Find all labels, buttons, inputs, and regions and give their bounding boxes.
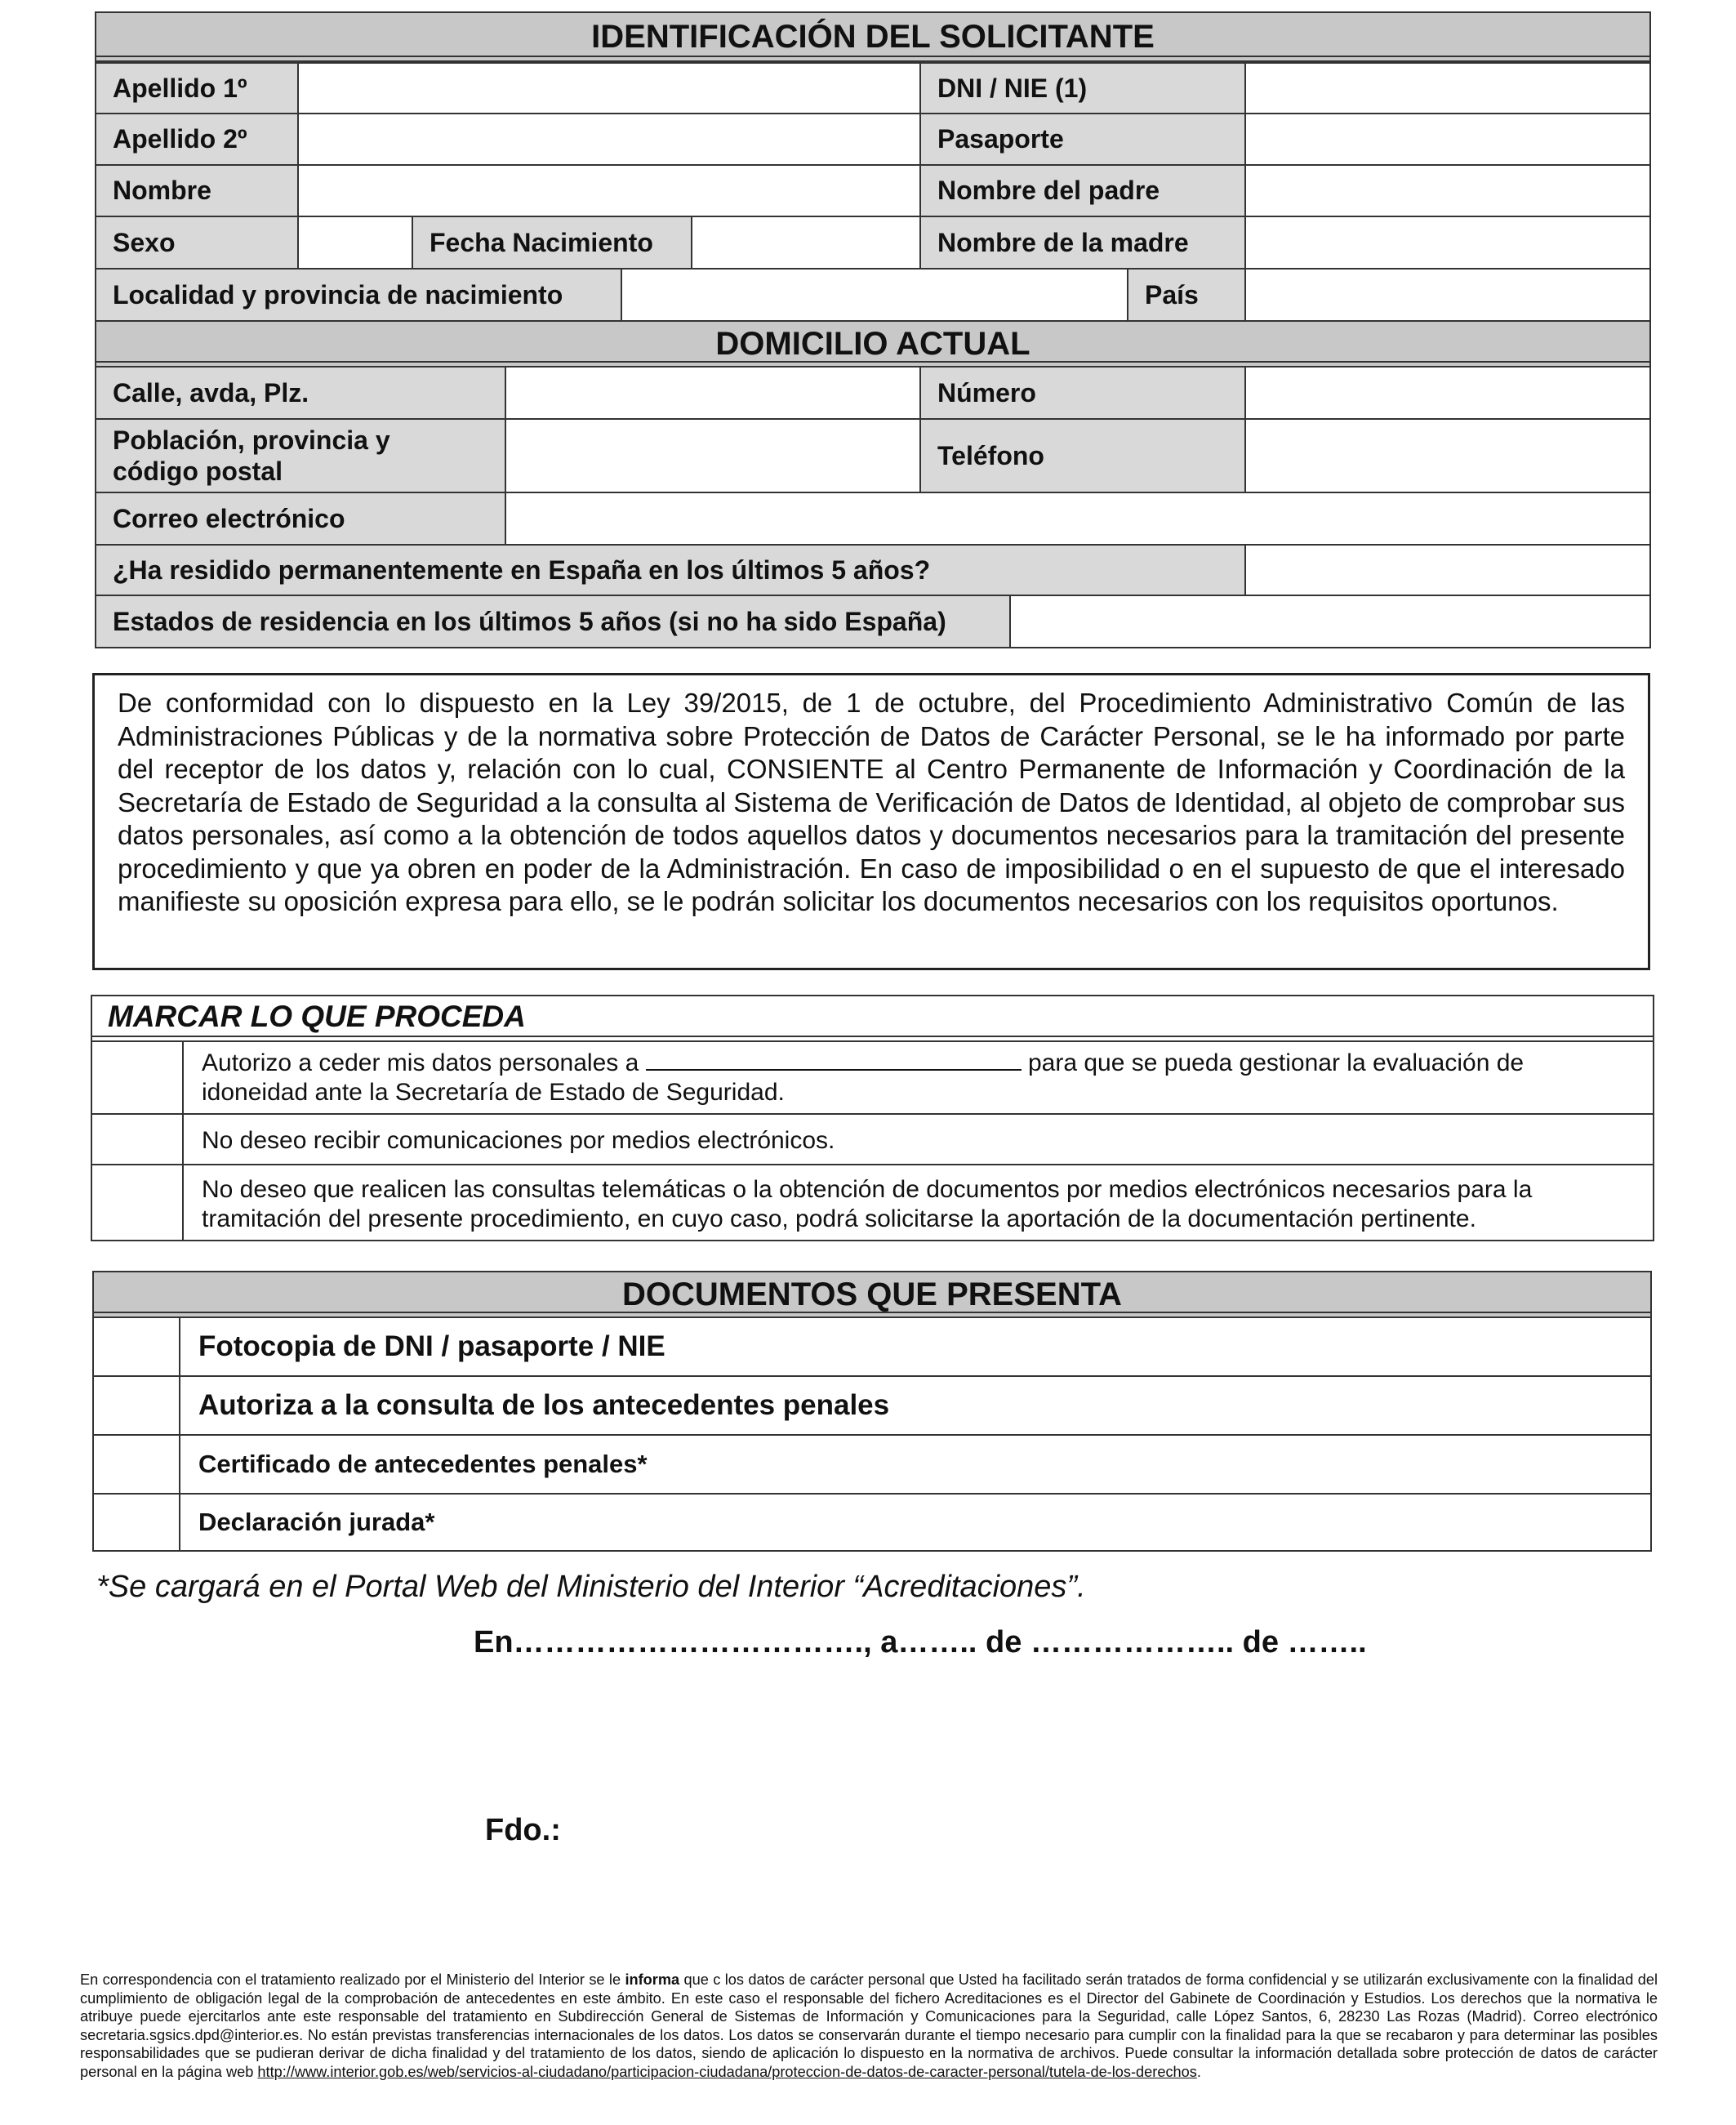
cesion-destinatario-blank[interactable] — [646, 1051, 1022, 1071]
documento-item-1: Fotocopia de DNI / pasaporte / NIE — [179, 1316, 1652, 1377]
nombre-madre-label: Nombre de la madre — [919, 216, 1246, 270]
pasaporte-label: Pasaporte — [919, 113, 1246, 166]
pais-label: País — [1127, 268, 1246, 322]
correo-label: Correo electrónico — [95, 492, 506, 546]
correo-field[interactable] — [505, 492, 1651, 546]
marcar-checkbox-2[interactable] — [91, 1113, 184, 1165]
calle-field[interactable] — [505, 366, 921, 420]
acreditaciones-note: *Se cargará en el Portal Web del Ministerio del Interior “Acreditaciones”. — [96, 1570, 1086, 1604]
marcar-checkbox-1[interactable] — [91, 1040, 184, 1115]
residido-field[interactable] — [1244, 544, 1651, 596]
marcar-title-underline — [91, 1036, 1654, 1037]
poblacion-label-line2: código postal — [113, 457, 283, 486]
footer-text-bold: informa — [625, 1971, 680, 1988]
telefono-label: Teléfono — [919, 418, 1246, 493]
poblacion-label-line1: Población, provincia y — [113, 425, 390, 455]
documento-item-3: Certificado de antecedentes penales* — [179, 1434, 1652, 1495]
apellido2-field[interactable] — [297, 113, 921, 166]
pais-field[interactable] — [1244, 268, 1651, 322]
documento-checkbox-3[interactable] — [92, 1434, 180, 1495]
fecha-nacimiento-field[interactable] — [691, 216, 921, 270]
dni-label: DNI / NIE (1) — [919, 62, 1246, 114]
footer-text-1: En correspondencia con el tratamiento realizado por el Ministerio del Interior se le — [80, 1971, 625, 1988]
estados-field[interactable] — [1009, 595, 1651, 648]
documento-checkbox-2[interactable] — [92, 1375, 180, 1436]
nombre-padre-label: Nombre del padre — [919, 164, 1246, 217]
telefono-field[interactable] — [1244, 418, 1651, 493]
nombre-field[interactable] — [297, 164, 921, 217]
calle-label: Calle, avda, Plz. — [95, 366, 506, 420]
documento-checkbox-1[interactable] — [92, 1316, 180, 1377]
firma-label: Fdo.: — [485, 1813, 561, 1847]
fecha-nacimiento-label: Fecha Nacimiento — [412, 216, 692, 270]
documento-checkbox-4[interactable] — [92, 1493, 180, 1552]
footer-end: . — [1196, 2063, 1201, 2080]
poblacion-label — [95, 418, 506, 493]
poblacion-field[interactable] — [505, 418, 921, 493]
apellido1-field[interactable] — [297, 62, 921, 114]
footer-text-2: que c los datos de carácter personal que Usted ha facilitado serán tratados de forma confidencial y se utilizarán exclusivamente con la finalidad del cumplimiento de obligación legal de la comprobación de antecedentes en este ámbito. En este caso el responsable del fichero Acreditaciones es el Director del Gabinete de Coordinación y Estudios. Los derechos que la normativa le atribuye puede ejercitarlos ante este responsable del tratamiento en Subdirección General de Sistemas de Información y Comunicaciones para la Seguridad, calle López Santos, 6, 28230 Las Rozas (Madrid). Correo electrónico secretaria.sgsics.dpd@interior.es. No están previstas transferencias internacionales de los datos. Los datos se conservarán durante el tiempo necesario para cumplir con la finalidad para la que se recabaron y para determinar las posibles responsabilidades que se pudieran derivar de dicha finalidad y del tratamiento de los datos, siendo de aplicación lo dispuesto en la normativa de archivos. Puede consultar la información detallada sobre protección de datos de carácter personal en la página web — [80, 1971, 1658, 2080]
consent-text: De conformidad con lo dispuesto en la Ley 39/2015, de 1 de octubre, del Procedimiento Administrativo Común de las Administraciones Públicas y de la normativa sobre Protección de Datos de Carácter Personal, se le ha informado por parte del receptor de los datos y, relación con lo cual, CONSIENTE al Centro Permanente de Información y Coordinación de la Secretaría de Estado de Seguridad a la consulta al Sistema de Verificación de Datos de Identidad, al objeto de comprobar sus datos personales, así como a la obtención de todos aquellos datos y documentos necesarios para la tramitación del presente procedimiento y que ya obren en poder de la Administración. En caso de imposibilidad o en el supuesto de que el interesado manifieste su oposición expresa para ello, se le podrán solicitar los documentos necesarios con los requisitos oportunos. — [92, 673, 1650, 970]
nombre-label: Nombre — [95, 164, 299, 217]
documento-item-2: Autoriza a la consulta de los antecedentes penales — [179, 1375, 1652, 1436]
apellido2-label: Apellido 2º — [95, 113, 299, 166]
marcar-item-3: No deseo que realicen las consultas telemáticas o la obtención de documentos por medios electrónicos necesarios para la tramitación del presente procedimiento, en cuyo caso, podrá solicitarse la aportación de la documentación pertinente. — [182, 1164, 1654, 1241]
residido-label: ¿Ha residido permanentemente en España en los últimos 5 años? — [95, 544, 1246, 596]
numero-field[interactable] — [1244, 366, 1651, 420]
sexo-field[interactable] — [297, 216, 413, 270]
localidad-field[interactable] — [621, 268, 1128, 322]
domicilio-title: DOMICILIO ACTUAL — [95, 320, 1651, 368]
numero-label: Número — [919, 366, 1246, 420]
dni-field[interactable] — [1244, 62, 1651, 114]
marcar-item-1-text-pre: Autorizo a ceder mis datos personales a — [202, 1049, 639, 1076]
localidad-label: Localidad y provincia de nacimiento — [95, 268, 622, 322]
documento-item-4: Declaración jurada* — [179, 1493, 1652, 1552]
identificacion-title: IDENTIFICACIÓN DEL SOLICITANTE — [95, 11, 1651, 62]
marcar-item-2: No deseo recibir comunicaciones por medios electrónicos. — [182, 1113, 1654, 1165]
apellido1-label: Apellido 1º — [95, 62, 299, 114]
footer-link[interactable]: http://www.interior.gob.es/web/servicios-al-ciudadano/participacion-ciudadana/proteccion-de-datos-de-caracter-personal/tutela-de-los-derechos — [257, 2063, 1197, 2080]
sexo-label: Sexo — [95, 216, 299, 270]
marcar-title: MARCAR LO QUE PROCEDA — [108, 1000, 526, 1033]
nombre-madre-field[interactable] — [1244, 216, 1651, 270]
documentos-title: DOCUMENTOS QUE PRESENTA — [92, 1271, 1652, 1318]
marcar-item-1 — [182, 1040, 1654, 1115]
proteccion-datos-footer — [80, 1971, 1658, 2081]
estados-label: Estados de residencia en los últimos 5 años (si no ha sido España) — [95, 595, 1011, 648]
nombre-padre-field[interactable] — [1244, 164, 1651, 217]
marcar-checkbox-3[interactable] — [91, 1164, 184, 1241]
pasaporte-field[interactable] — [1244, 113, 1651, 166]
fecha-lugar-line: En……………………………., a…….. de ……………….. de …….. — [474, 1625, 1367, 1659]
marcar-item-1-text-post: para que se pueda gestionar la evaluación de idoneidad ante la Secretaría de Estado de Seguridad. — [202, 1049, 1525, 1106]
